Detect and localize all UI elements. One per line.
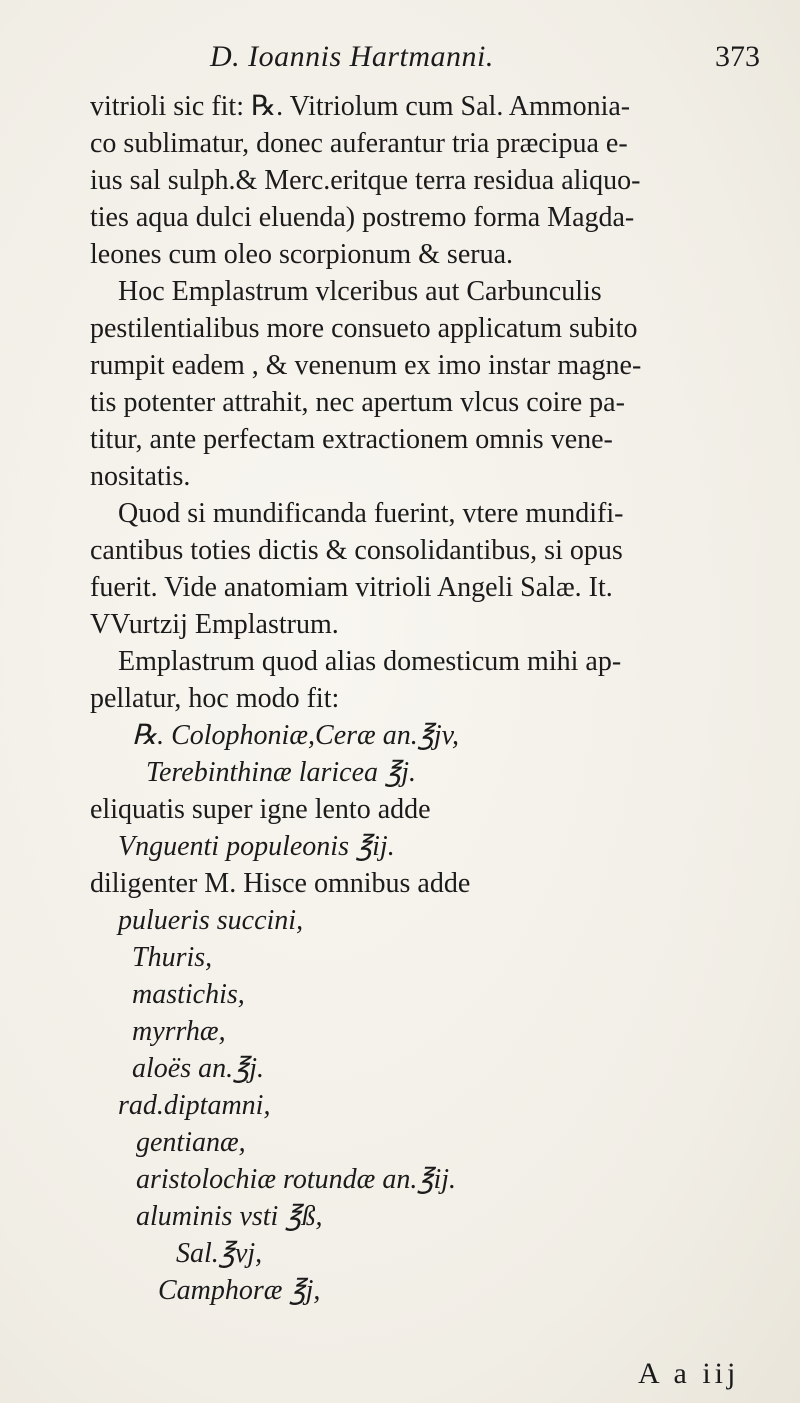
text-line: leones cum oleo scorpionum & serua. <box>90 239 514 270</box>
text-line: rumpit eadem , & venenum ex imo instar magne- <box>90 350 642 381</box>
ingredient-item: Thuris, <box>132 942 213 973</box>
text-line: fuerit. Vide anatomiam vitrioli Angeli Salæ. It. <box>90 572 613 603</box>
ingredient-item: mastichis, <box>132 979 245 1010</box>
text-line: pellatur, hoc modo fit: <box>90 683 340 714</box>
ingredient-item: aluminis vsti ℥ß, <box>136 1201 323 1232</box>
text-line: vitrioli sic fit: ℞. Vitriolum cum Sal. Ammonia- <box>90 91 631 122</box>
text-line: ius sal sulph.& Merc.eritque terra residua aliquo- <box>90 165 641 196</box>
signature-mark: A a iij <box>638 1357 740 1390</box>
page-header <box>110 40 770 80</box>
ingredient-item: aloës an.℥j. <box>132 1053 265 1084</box>
recipe-line: diligenter M. Hisce omnibus adde <box>90 868 471 899</box>
text-line: VVurtzij Emplastrum. <box>90 609 339 640</box>
text-line: Hoc Emplastrum vlceribus aut Carbunculis <box>118 276 602 307</box>
text-line: pestilentialibus more consueto applicatum subito <box>90 313 638 344</box>
text-line: tis potenter attrahit, nec apertum vlcus coire pa- <box>90 387 625 418</box>
page-body <box>90 88 780 1309</box>
text-line: Emplastrum quod alias domesticum mihi ap- <box>118 646 622 677</box>
recipe-block <box>90 717 780 902</box>
text-line: cantibus toties dictis & consolidantibus, si opus <box>90 535 623 566</box>
ingredient-item: pulueris succini, <box>118 905 304 936</box>
text-line: Quod si mundificanda fuerint, vtere mundifi- <box>118 498 624 529</box>
paragraph-1 <box>90 88 780 273</box>
recipe-line: Vnguenti populeonis ℥ij. <box>118 831 395 862</box>
page-number: 373 <box>715 40 760 73</box>
text-line: nositatis. <box>90 461 191 492</box>
ingredient-item: Sal.℥vj, <box>176 1238 263 1269</box>
recipe-line: eliquatis super igne lento adde <box>90 794 431 825</box>
text-line: ties aqua dulci eluenda) postremo forma Magda- <box>90 202 635 233</box>
ingredient-item: Camphoræ ℥j, <box>158 1275 321 1306</box>
recipe-line: Terebinthinæ laricea ℥j. <box>146 757 416 788</box>
recipe-line: ℞. Colophoniæ,Ceræ an.℥jv, <box>132 720 459 751</box>
ingredient-item: rad.diptamni, <box>118 1090 271 1121</box>
paragraph-4 <box>90 643 780 717</box>
text-line: titur, ante perfectam extractionem omnis vene- <box>90 424 613 455</box>
ingredient-item: myrrhæ, <box>132 1016 226 1047</box>
paragraph-2 <box>90 273 780 495</box>
text-line: co sublimatur, donec auferantur tria præcipua e- <box>90 128 628 159</box>
ingredient-item: gentianæ, <box>136 1127 246 1158</box>
paragraph-3 <box>90 495 780 643</box>
running-head: D. Ioannis Hartmanni. <box>210 40 494 73</box>
ingredient-list <box>90 902 780 1309</box>
ingredient-item: aristolochiæ rotundæ an.℥ij. <box>136 1164 457 1195</box>
